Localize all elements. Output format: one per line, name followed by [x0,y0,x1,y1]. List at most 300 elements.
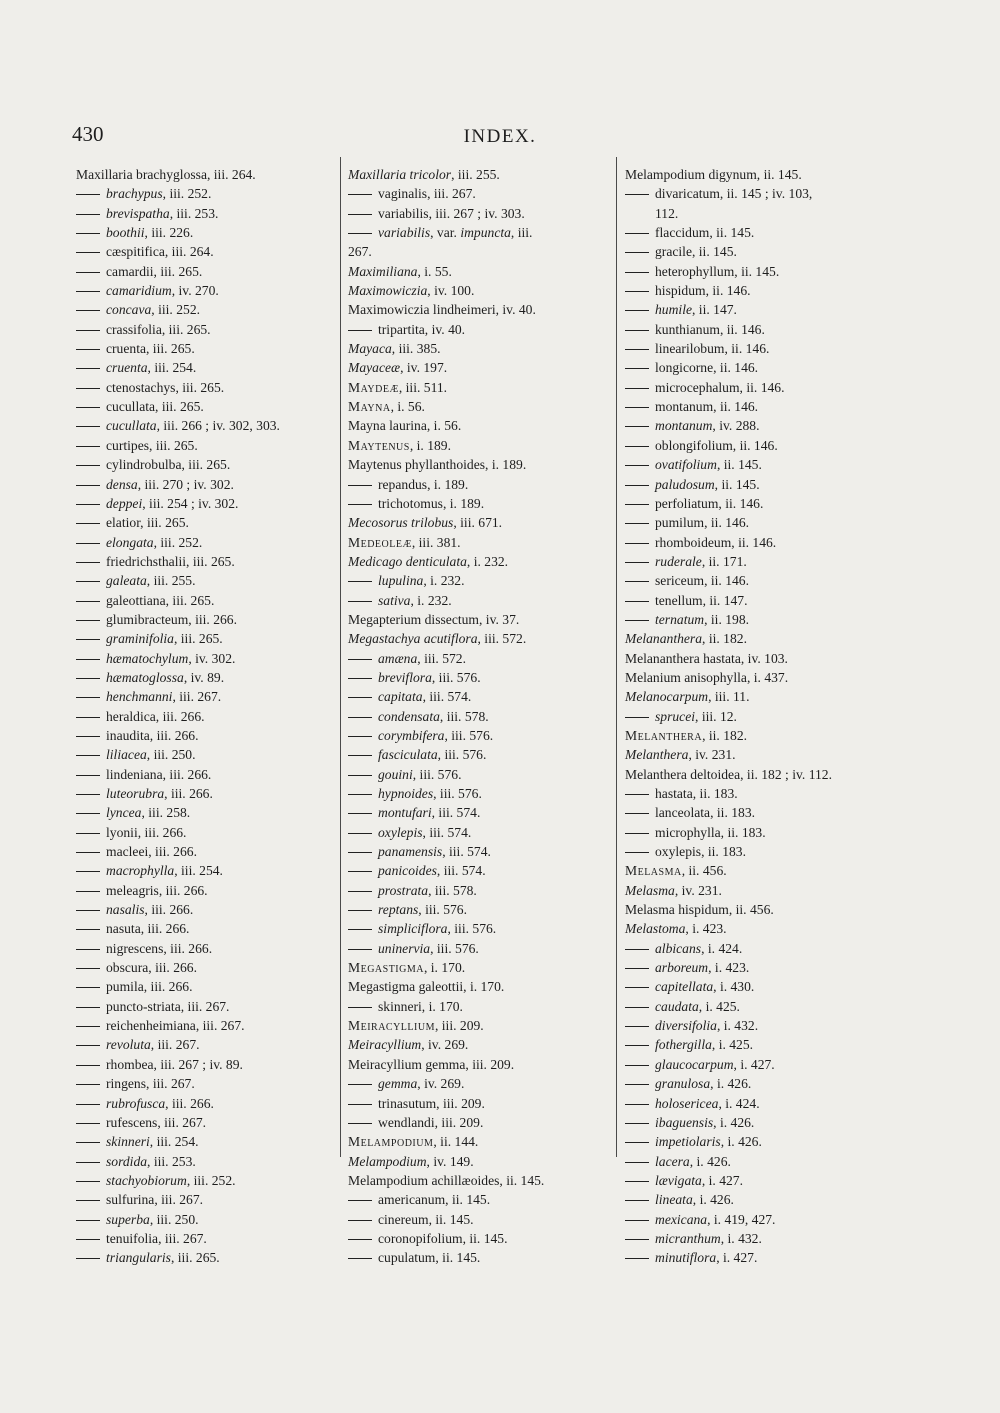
index-entry-t: corymbifera [378,727,445,743]
index-entry-t: trinasutum, iii. 209. [378,1095,485,1111]
index-entry-r: , iii. 576. [412,766,462,782]
index-entry [348,339,618,358]
index-entry-t: montufari [378,805,432,821]
index-entry [348,784,618,803]
index-entry-t: minutiflora [655,1250,717,1266]
index-entry [625,1152,887,1171]
index-entry-r: , iv. 269. [421,1037,469,1053]
index-entry [348,475,618,494]
index-entry-t: cucullata, iii. 265. [106,399,204,415]
index-entry-t: montanum, ii. 146. [655,399,759,415]
index-entry-t: 267. [348,244,372,260]
index-entry-t: reichenheimiana, iii. 267. [106,1018,245,1034]
index-entry-t: Megastachya acutiflora [348,631,478,647]
index-entry-t: vaginalis, iii. 267. [378,186,476,202]
index-entry-t: cæspitifica, iii. 264. [106,244,214,260]
index-entry-r: , iii. 576. [418,902,467,918]
index-entry-t: heterophyllum, ii. 145. [655,263,780,279]
index-entry [348,881,618,900]
index-entry-r: , ii. 182. [702,631,747,647]
index-entry-t: Maxillaria tricolor [348,167,452,182]
index-entry-t: divaricatum, ii. 145 ; iv. 103, [655,186,813,202]
index-entry-t: simpliciflora [378,921,448,937]
index-entry-t: Megastigma galeottii, i. 170. [348,979,505,995]
index-entry [76,1132,338,1151]
index-entry-t: cruenta [106,360,148,376]
index-entry [76,900,338,919]
index-entry [348,184,618,203]
index-entry-t: capitellata [655,979,714,995]
index-entry-t: Mayna laurina, i. 56. [348,418,462,434]
index-entry [76,571,338,590]
index-entry-t: Melanthera deltoidea, ii. 182 ; iv. 112. [625,766,832,782]
index-entry-r: , iii. 265. [173,631,223,647]
index-entry [76,1016,338,1035]
index-entry-t: repandus, i. 189. [378,476,469,492]
index-entry-t: Mayaca [348,341,392,357]
index-entry [76,397,338,416]
index-entry [76,939,338,958]
index-entry-r: , iii. 576. [431,669,481,685]
index-entry-t: reptans [378,902,419,918]
index-entry [76,204,338,223]
index-entry-r: , iii. 576. [437,747,487,763]
index-entry-t: skinneri [106,1134,150,1150]
index-entry-r: , iii. 574. [436,863,486,879]
index-entry-t: Maximowiczia lindheimeri, iv. 40. [348,302,536,318]
index-entry-t: 112. [655,205,679,221]
index-entry-r: , iii. 226. [144,225,194,241]
index-entry-t: ringens, iii. 267. [106,1076,195,1092]
index-entry-t: condensata [378,708,440,724]
index-entry-r: , iii. 254. [147,360,197,376]
index-entry-r2: , iii. [510,225,533,241]
index-entry [76,707,338,726]
index-entry-t: panamensis [378,844,443,860]
index-entry-t: liliacea [106,747,147,763]
index-entry [625,629,887,648]
index-entry-t: sulfurina, iii. 267. [106,1192,204,1208]
index-entry [625,842,887,861]
index-entry-t: lupulina [378,573,424,589]
index-entry [348,958,618,977]
index-entry [76,494,338,513]
index-entry-t: triangularis [106,1250,171,1266]
index-entry-r: , i. 426. [713,1114,755,1130]
index-entry [348,861,618,880]
index-entry [348,533,618,552]
index-entry-t: cylindrobulba, iii. 265. [106,457,231,473]
index-entry [625,1171,887,1190]
index-entry-r: , ii. 456. [681,863,727,879]
index-entry-t: Maytenus [348,437,410,453]
index-entry [348,1132,618,1151]
index-entry-r: , iii. 250. [146,747,196,763]
index-entry-t: galeata [106,573,147,589]
index-entry-t: concava [106,302,152,318]
index-entry [76,745,338,764]
index-entry-t: Melampodium [348,1153,427,1169]
index-entry-t: Mecosorus trilobus [348,515,454,531]
index-entry-t: tenellum, ii. 147. [655,592,748,608]
index-entry-r: , iii. 255. [451,167,500,182]
index-entry [625,223,887,242]
index-entry-r: , iii. 258. [141,805,191,821]
index-entry [625,1094,887,1113]
index-entry-r: , iii. 576. [433,786,482,801]
index-entry-t2: impuncta [460,225,511,241]
index-entry [76,997,338,1016]
index-entry-t: Melanthera [625,747,689,763]
index-entry-t: sativa [378,592,411,608]
index-entry-r: , ii. 145. [714,476,760,492]
index-entry [348,649,618,668]
index-entry [348,1055,618,1074]
index-entry [625,436,887,455]
index-entry [348,1171,618,1190]
index-entry-r: , iv. 197. [400,360,448,376]
index-entry [625,765,887,784]
column-rule [340,157,341,1157]
index-entry-t: Megastigma [348,960,424,976]
index-entry-t: Melanocarpum [625,689,709,705]
index-entry-t: tripartita, iv. 40. [378,321,466,337]
index-entry-t: coronopifolium, ii. 145. [378,1230,508,1246]
index-entry [348,436,618,455]
index-entry [348,571,618,590]
index-entry-t: galeottiana, iii. 265. [106,592,215,608]
index-entry-r: , iv. 302. [188,650,236,666]
index-entry [625,726,887,745]
index-entry-t: perfoliatum, ii. 146. [655,495,764,511]
index-entry-t: holosericea [655,1095,719,1111]
index-entry-r: , iv. 89. [183,669,225,685]
index-entry [625,823,887,842]
index-entry-r: , i. 170. [423,960,466,976]
index-entry [348,726,618,745]
index-entry [625,958,887,977]
index-entry [625,591,887,610]
index-entry-t: stachyobiorum [106,1172,187,1188]
index-entry-r: , i. 425. [711,1037,754,1053]
index-entry-r: , iv. 269. [417,1076,465,1092]
index-entry-t: panicoides [378,863,437,879]
index-entry [625,1248,887,1267]
index-entry-t: lyncea [106,805,142,821]
index-entry [625,397,887,416]
index-entry-r: , ii. 198. [704,611,750,627]
index-entry-r: , iii. 252. [162,186,212,202]
index-entry-t: trichotomus, i. 189. [378,495,485,511]
index-entry [348,900,618,919]
index-entry [348,416,618,435]
index-entry [76,1229,338,1248]
index-entry-t: variabilis, iii. 267 ; iv. 303. [378,205,525,221]
index-entry-r: , iii. 209. [434,1018,484,1034]
index-entry-t: hypnoides [378,786,434,801]
index-entry-r: , iii. 574. [442,844,491,860]
index-entry-r: , ii. 182. [702,727,748,743]
index-entry-r: , i. 427. [716,1250,758,1266]
index-entry [76,223,338,242]
index-entry-t: macleei, iii. 266. [106,844,197,860]
index-entry-t: Mayaceæ [348,360,401,376]
index-entry [76,358,338,377]
index-entry-t: granulosa [655,1076,711,1092]
index-entry [625,649,887,668]
index-entry-t: sprucei [655,708,696,724]
index-entry [625,784,887,803]
index-entry [76,300,338,319]
index-entry-t: Maximiliana [348,263,418,279]
index-entry-t: brachypus [106,186,163,202]
index-entry-r: , iii. 578. [439,708,489,724]
index-entry [76,823,338,842]
index-entry [625,281,887,300]
index-entry-t: longicorne, ii. 146. [655,360,759,376]
index-entry [625,687,887,706]
index-entry [625,707,887,726]
index-entry-t: macrophylla [106,863,175,879]
index-entry [76,1248,338,1267]
index-entry [348,320,618,339]
index-entry [625,378,887,397]
index-entry-t: Melampodium [348,1134,434,1150]
index-entry-t: densa [106,476,138,492]
index-entry [625,513,887,532]
index-entry-r: , iii. 252. [186,1172,236,1188]
index-entry-t: microphylla, ii. 183. [655,824,766,840]
index-entry-t: Melananthera hastata, iv. 103. [625,650,788,666]
index-entry-r: , i. 432. [716,1018,759,1034]
index-entry [348,1190,618,1209]
index-entry [76,436,338,455]
index-entry-t: caudata [655,998,699,1014]
index-entry-t: impetiolaris [655,1134,721,1150]
index-entry [348,1229,618,1248]
index-entry [625,1132,887,1151]
index-entry [625,552,887,571]
index-column-2 [348,165,618,1268]
index-entry-r: , iv. 231. [688,747,736,763]
index-entry-r: , iii. 576. [447,921,497,937]
index-entry-t: Meiracyllium [348,1037,422,1053]
index-entry-t: Maximowiczia [348,283,428,299]
index-entry [625,919,887,938]
index-entry-t: microcephalum, ii. 146. [655,379,785,395]
index-column-1 [76,165,338,1268]
index-entry [76,1210,338,1229]
index-entry-t: nasalis [106,902,145,918]
index-entry-t: rhombea, iii. 267 ; iv. 89. [106,1056,243,1072]
index-entry-t: elatior, iii. 265. [106,515,189,531]
index-entry-r: , i. 426. [689,1153,731,1169]
index-entry-r: , iii. 253. [169,205,219,221]
index-entry [348,552,618,571]
index-entry [348,397,618,416]
index-entry [625,262,887,281]
index-entry-t: lineata [655,1192,693,1208]
index-entry [625,745,887,764]
index-entry [76,784,338,803]
index-entry [76,378,338,397]
index-entry [76,977,338,996]
index-entry-r: , ii. 171. [701,553,747,569]
index-entry [348,1152,618,1171]
index-entry-r: , iii. 576. [430,940,479,956]
index-entry [625,861,887,880]
index-entry [348,242,618,261]
index-entry-t: breviflora [378,669,432,685]
index-entry-t: camardii, iii. 265. [106,263,203,279]
index-entry-t: Melampodium digynum, ii. 145. [625,167,802,182]
index-entry-t: Melasma [625,882,675,898]
index-entry [348,591,618,610]
index-entry-t: albicans [655,940,702,956]
index-entry-t: heraldica, iii. 266. [106,708,205,724]
index-entry-r: , i. 427. [733,1056,775,1072]
index-entry [76,416,338,435]
index-entry-t: lacera [655,1153,690,1169]
index-entry-r: , iii. 671. [453,515,503,531]
index-entry [625,803,887,822]
index-entry [76,1190,338,1209]
index-entry [76,610,338,629]
index-entry-t: puncto-striata, iii. 267. [106,998,230,1014]
index-entry-t: Megapterium dissectum, iv. 37. [348,611,520,627]
index-entry-t: elongata [106,534,154,550]
index-entry-r: , i. 56. [390,399,425,415]
index-entry-r: , iii. 252. [153,534,203,550]
index-entry [625,939,887,958]
index-entry-t: Maydeæ [348,379,399,395]
index-entry-r: , i. 427. [701,1172,743,1188]
index-entry [76,1035,338,1054]
index-entry [348,629,618,648]
index-entry-t: sordida [106,1153,148,1169]
index-entry-t: ctenostachys, iii. 265. [106,379,225,395]
index-entry-r: , i. 424. [718,1095,760,1111]
index-entry-r: , iii. 254 ; iv. 302. [142,495,239,511]
index-entry [625,977,887,996]
index-entry [348,1094,618,1113]
index-entry [625,610,887,629]
index-entry-t: superba [106,1211,150,1227]
index-entry [348,300,618,319]
index-entry-r: , iii. 385. [391,341,441,357]
index-entry-t: oxylepis, ii. 183. [655,844,747,860]
index-entry [348,281,618,300]
index-entry-r: , iii. 572. [477,631,527,647]
index-entry-r: , iii. 250. [149,1211,199,1227]
index-entry [348,165,618,184]
index-entry [348,745,618,764]
index-entry [625,1035,887,1054]
index-entry [76,475,338,494]
index-entry-t: glaucocarpum [655,1056,734,1072]
index-entry-t: pumila, iii. 266. [106,979,193,995]
index-entry-t: lanceolata, ii. 183. [655,805,756,821]
index-entry-t: oxylepis [378,824,423,840]
index-entry-r: , i. 430. [713,979,755,995]
index-entry-t: cucullata [106,418,157,434]
index-entry-r: , iv. 100. [427,283,475,299]
index-entry [76,649,338,668]
page-number: 430 [72,122,104,146]
index-entry [625,900,887,919]
index-entry-t: mexicana [655,1211,708,1227]
index-entry [76,919,338,938]
index-entry [625,1016,887,1035]
index-entry-t: diversifolia [655,1018,717,1034]
index-entry-t: Meiracyllium gemma, iii. 209. [348,1056,515,1072]
index-entry-t: rhomboideum, ii. 146. [655,534,777,550]
index-entry [76,513,338,532]
index-entry-r: , i. 55. [417,263,452,279]
index-entry-t: ibaguensis [655,1114,714,1130]
index-entry-t: graminifolia [106,631,174,647]
index-entry-r: , i. 419, 427. [707,1211,776,1227]
index-entry [76,881,338,900]
index-entry-t: brevispatha [106,205,170,221]
index-entry-t: kunthianum, ii. 146. [655,321,765,337]
index-entry [348,1113,618,1132]
index-entry-r: , iii. 265. [170,1250,220,1266]
index-entry [625,455,887,474]
index-entry [625,571,887,590]
index-entry-t: glumibracteum, iii. 266. [106,611,238,627]
index-entry-t: hæmatoglossa [106,669,184,685]
index-entry-r: , iii. 381. [411,534,461,550]
index-entry [625,184,887,203]
index-entry [76,687,338,706]
index-entry-r: , var. [430,225,461,241]
index-entry [348,1248,618,1267]
index-entry [76,262,338,281]
index-entry-t: revoluta [106,1037,151,1053]
index-entry [76,552,338,571]
index-entry-t: wendlandi, iii. 209. [378,1114,484,1130]
index-entry-r: , iii. 578. [428,882,477,898]
index-entry-r: , i. 232. [466,553,509,569]
index-entry [348,1016,618,1035]
index-entry-t: Mayna [348,399,391,415]
index-entry-r: , ii. 144. [433,1134,479,1150]
index-entry-r: , iii. 267. [150,1037,200,1053]
index-entry-r: , i. 423. [685,921,727,937]
index-entry-r: , iii. 572. [417,650,466,666]
index-entry-t: lævigata [655,1172,702,1188]
index-entry-t: micranthum [655,1230,721,1246]
index-entry [76,1074,338,1093]
index-entry [625,242,887,261]
index-entry [76,1094,338,1113]
index-entry-t: henchmanni [106,689,173,705]
index-entry [348,358,618,377]
index-entry [348,204,618,223]
index-entry-t: inaudita, iii. 266. [106,727,199,743]
index-entry [625,668,887,687]
index-entry-r: , i. 426. [710,1076,752,1092]
index-entry-t: cinereum, ii. 145. [378,1211,474,1227]
index-entry-r: , iii. 253. [147,1153,196,1169]
index-entry [625,1210,887,1229]
index-entry-t: crassifolia, iii. 265. [106,321,211,337]
index-entry-t: variabilis [378,225,431,241]
index-entry-t: cupulatum, ii. 145. [378,1250,481,1266]
index-entry-t: deppei [106,495,143,511]
index-entry-r: , iii. 574. [422,824,472,840]
